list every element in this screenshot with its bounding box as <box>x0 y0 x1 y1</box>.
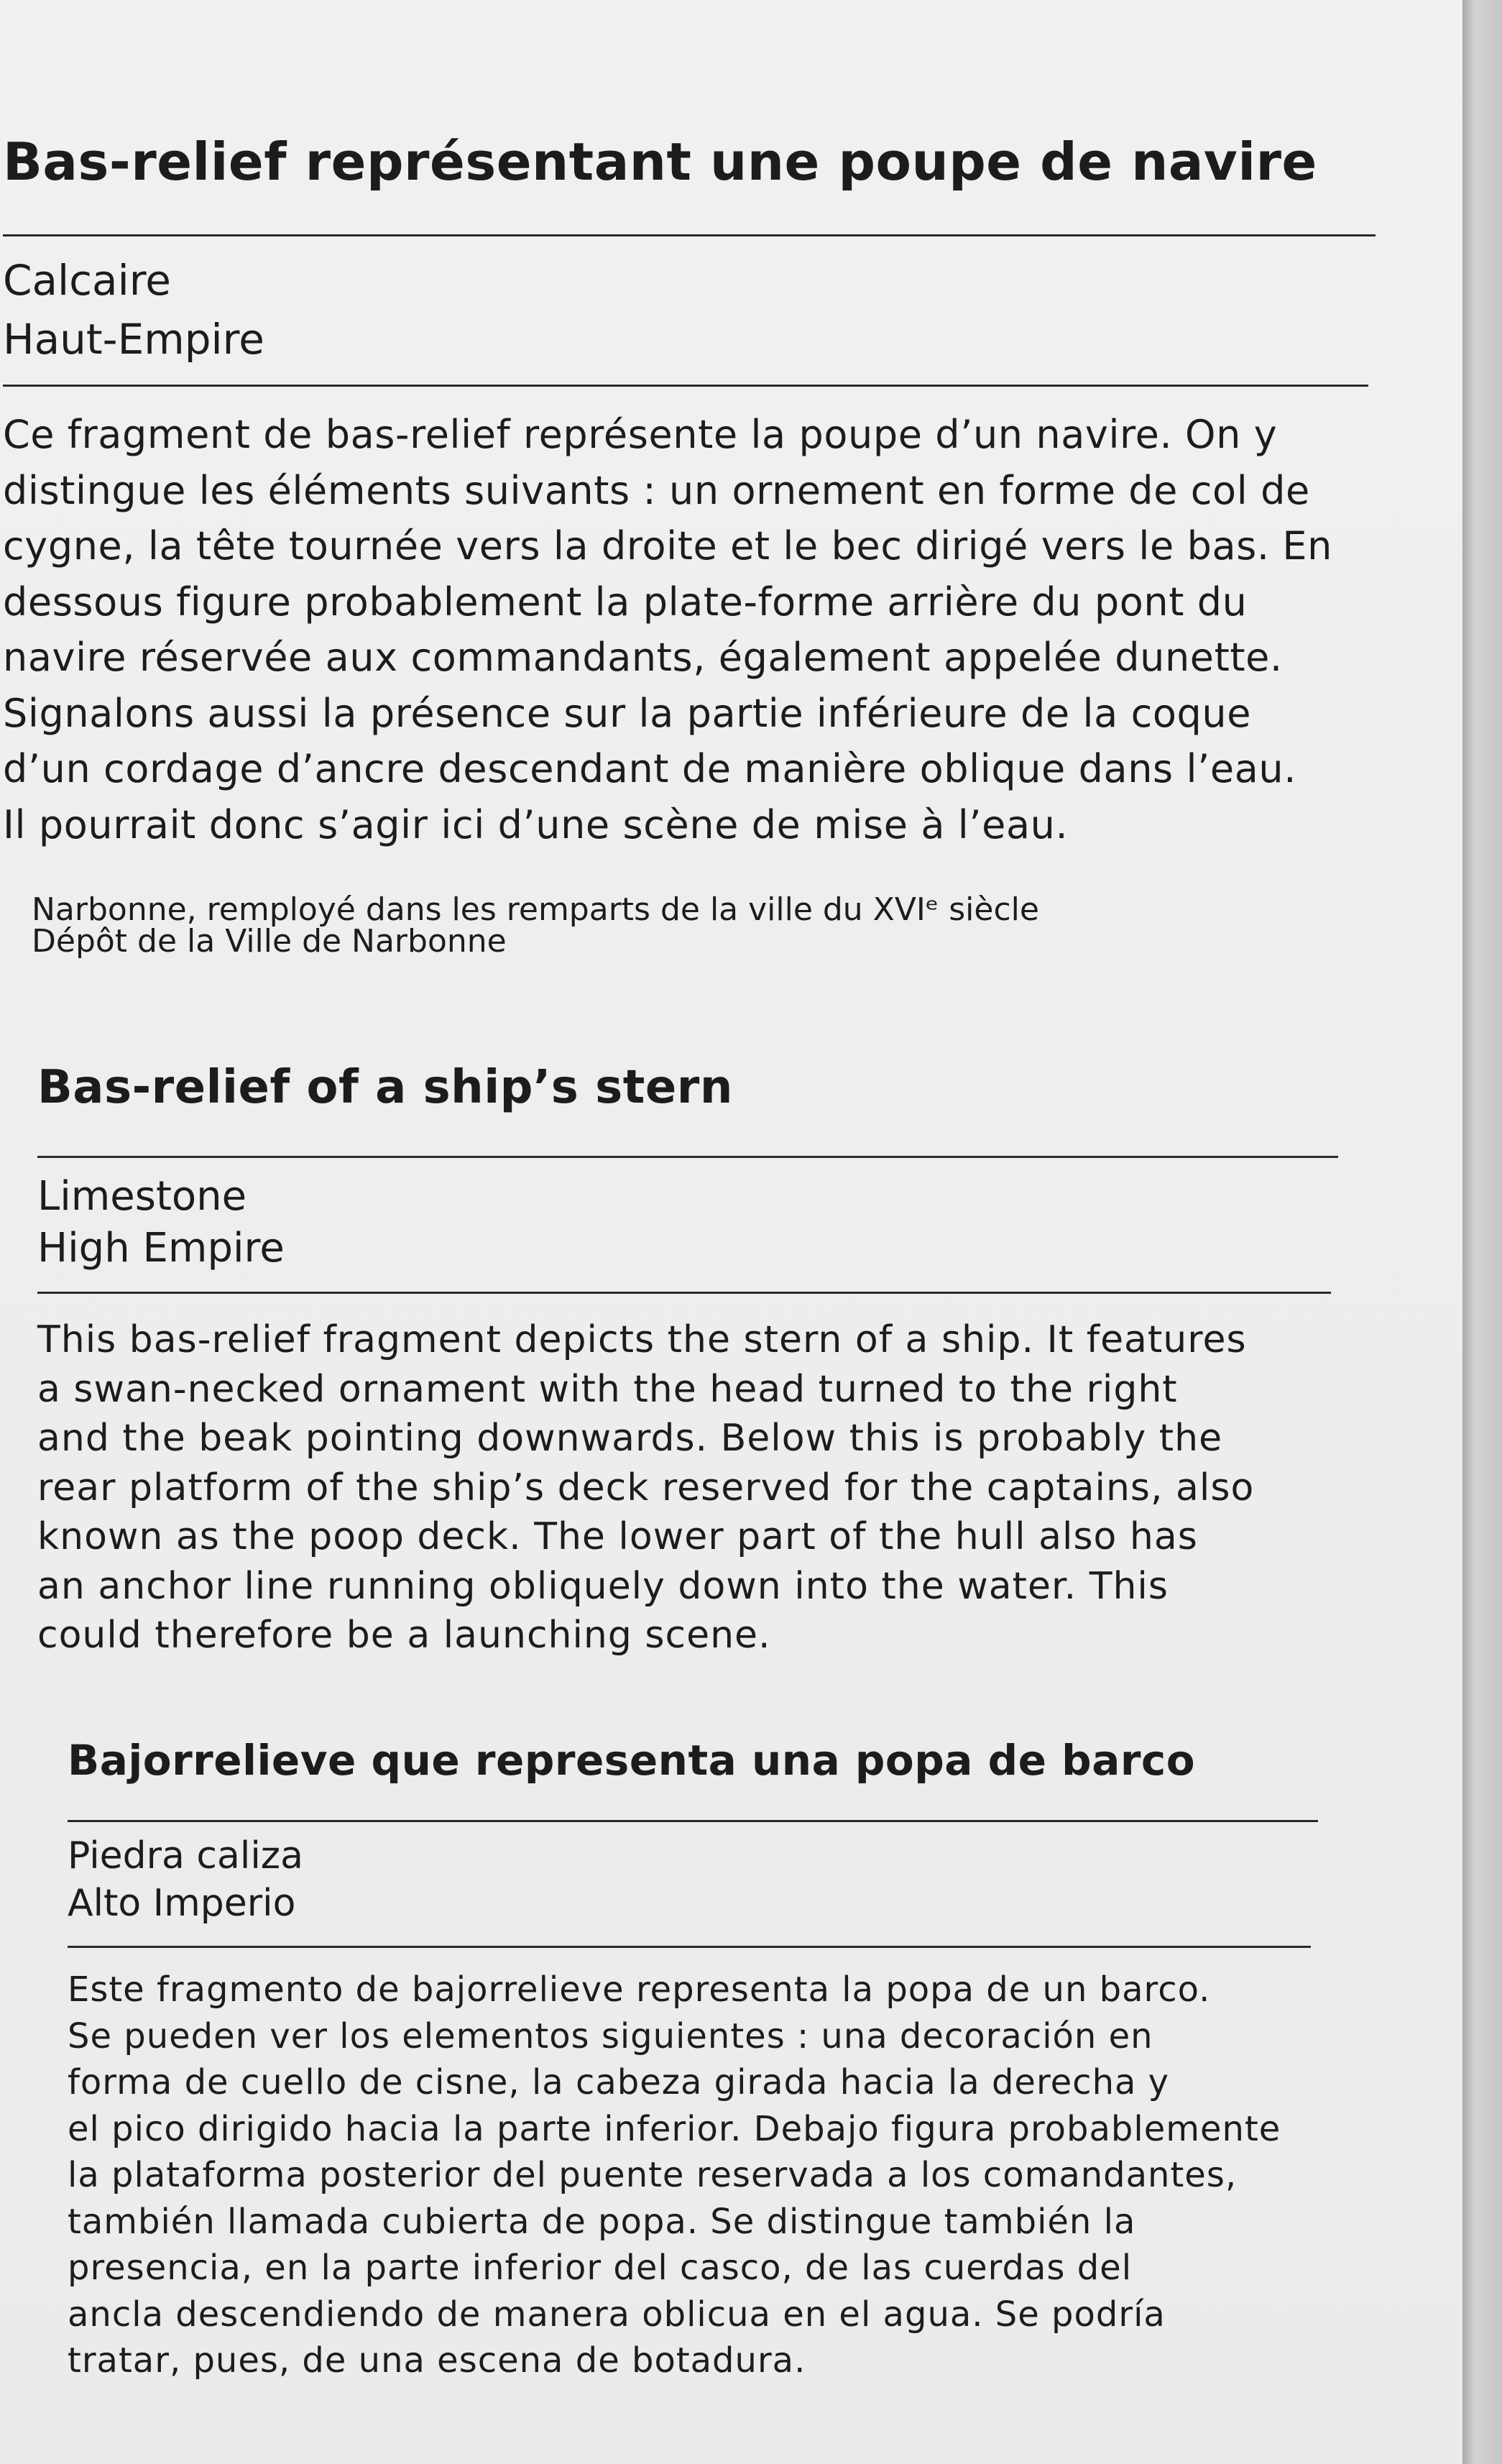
french-meta-rule <box>3 385 1368 387</box>
spanish-description <box>68 1967 1318 2384</box>
english-body-line: an anchor line running obliquely down into the water. This <box>37 1564 1169 1608</box>
spanish-title-rule <box>68 1820 1318 1822</box>
french-title: Bas-relief représentant une poupe de navire <box>3 132 1317 192</box>
spanish-meta-rule <box>68 1946 1311 1948</box>
english-period: High Empire <box>37 1225 285 1272</box>
french-body-line: dessous figure probablement la plate-forme arrière du pont du <box>3 579 1248 625</box>
spanish-body-line: forma de cuello de cisne, la cabeza girada hacia la derecha y <box>68 2062 1170 2102</box>
french-body-line: cygne, la tête tournée vers la droite et le bec dirigé vers le bas. En <box>3 523 1332 569</box>
english-body-line: could therefore be a launching scene. <box>37 1614 771 1657</box>
english-body-line: This bas-relief fragment depicts the stern of a ship. It features <box>37 1318 1247 1361</box>
french-body-line: d’un cordage d’ancre descendant de manière oblique dans l’eau. <box>3 746 1297 791</box>
spanish-material: Piedra caliza <box>68 1834 303 1877</box>
english-body-line: a swan-necked ornament with the head turned to the right <box>37 1367 1178 1411</box>
english-description <box>37 1315 1338 1660</box>
french-body-line: distingue les éléments suivants : un ornement en forme de col de <box>3 467 1310 513</box>
spanish-title: Bajorrelieve que representa una popa de barco <box>68 1736 1196 1785</box>
french-body-line: Il pourrait donc s’agir ici d’une scène de mise à l’eau. <box>3 801 1069 847</box>
french-description <box>3 407 1376 852</box>
french-provenance: Narbonne, remployé dans les remparts de la ville du XVIᵉ siècle <box>32 891 1039 928</box>
french-body-line: Ce fragment de bas-relief représente la poupe d’un navire. On y <box>3 412 1278 457</box>
english-body-line: rear platform of the ship’s deck reserved for the captains, also <box>37 1466 1255 1509</box>
spanish-body-line: presencia, en la parte inferior del casco, de las cuerdas del <box>68 2248 1133 2288</box>
french-meta <box>3 251 1376 369</box>
english-meta-rule <box>37 1292 1331 1294</box>
english-material: Limestone <box>37 1173 247 1220</box>
english-section <box>37 1055 1338 1660</box>
french-material: Calcaire <box>3 256 171 305</box>
panel-edge-shadow <box>1462 0 1502 2464</box>
spanish-section <box>68 1731 1318 2384</box>
spanish-body-line: también llamada cubierta de popa. Se distingue también la <box>68 2201 1136 2242</box>
english-title: Bas-relief of a ship’s stern <box>37 1061 733 1114</box>
french-body-line: navire réservée aux commandants, également appelée dunette. <box>3 635 1283 680</box>
english-meta <box>37 1171 1338 1274</box>
spanish-body-line: la plataforma posterior del puente reservada a los comandantes, <box>68 2155 1238 2195</box>
spanish-body-line: tratar, pues, de una escena de botadura. <box>68 2340 806 2381</box>
english-body-line: and the beak pointing downwards. Below this is probably the <box>37 1417 1223 1460</box>
french-section <box>3 129 1376 960</box>
french-provenance-block <box>32 891 1376 960</box>
spanish-body-line: Se pueden ver los elementos siguientes : una decoración en <box>68 2015 1153 2056</box>
spanish-meta <box>68 1832 1318 1927</box>
french-deposit: Dépôt de la Ville de Narbonne <box>32 923 507 960</box>
english-body-line: known as the poop deck. The lower part of the hull also has <box>37 1515 1198 1558</box>
english-title-rule <box>37 1156 1338 1158</box>
french-title-rule <box>3 234 1376 236</box>
spanish-period: Alto Imperio <box>68 1882 296 1925</box>
spanish-body-line: ancla descendiendo de manera oblicua en el agua. Se podría <box>68 2294 1166 2335</box>
french-period: Haut-Empire <box>3 315 264 364</box>
spanish-body-line: Este fragmento de bajorrelieve representa la popa de un barco. <box>68 1969 1211 2010</box>
french-body-line: Signalons aussi la présence sur la partie inférieure de la coque <box>3 690 1252 736</box>
spanish-body-line: el pico dirigido hacia la parte inferior. Debajo figura probablemente <box>68 2108 1281 2149</box>
